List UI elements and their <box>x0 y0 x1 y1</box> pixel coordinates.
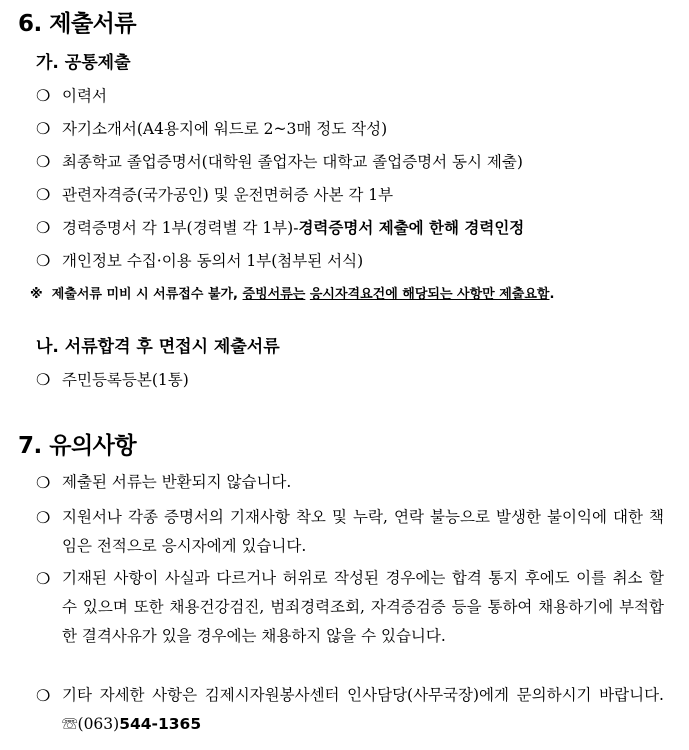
list-item <box>36 117 673 141</box>
submission-note <box>30 284 673 306</box>
notice-text: 기재된 사항이 사실과 다르거나 허위로 작성된 경우에는 합격 통지 후에도 이를 취소 할 수 있으며 또한 채용건강검진, 범죄경력조회, 자격증검증 등을 통하여 채용하기에 부적합한 결격사유가 있을 경우에는 채용하지 않을 수 있습니다. <box>62 569 664 645</box>
bullet-circle-icon: ❍ <box>36 218 51 237</box>
list-item <box>36 183 673 207</box>
notice-text: 제출된 서류는 반환되지 않습니다. <box>62 473 292 491</box>
bullet-circle-icon: ❍ <box>36 508 51 527</box>
list-item <box>36 249 673 273</box>
phone-number: 544-1365 <box>119 715 202 733</box>
note-text: 제출서류 미비 시 서류접수 불가, <box>51 287 243 302</box>
note-end: . <box>549 287 555 302</box>
notice-text: 지원서나 각종 증명서의 기재사항 착오 및 누락, 연락 불능으로 발생한 불이익에 대한 책임은 전적으로 응시자에게 있습니다. <box>62 508 664 555</box>
section-7-title: 7. 유의사항 <box>18 433 137 459</box>
common-heading: 가. 공통제출 <box>36 53 131 73</box>
item-text: 최종학교 졸업증명서(대학원 졸업자는 대학교 졸업증명서 동시 제출) <box>62 153 523 171</box>
contact-item <box>36 681 664 739</box>
item-text: 이력서 <box>62 87 107 105</box>
phone-area-code: (063) <box>77 715 120 733</box>
bullet-circle-icon: ❍ <box>36 86 51 105</box>
phone-icon: ☏ <box>62 715 78 733</box>
item-text: 관련자격증(국가공인) 및 운전면허증 사본 각 1부 <box>62 186 394 204</box>
item-text: 경력증명서 각 1부(경력별 각 1부)- <box>62 219 299 237</box>
item-text: 자기소개서(A4용지에 워드로 2~3매 정도 작성) <box>62 120 388 138</box>
notice-item <box>36 503 664 561</box>
list-item <box>36 150 673 174</box>
note-underlined-2: 응시자격요건에 해당되는 사항만 제출요함 <box>309 287 550 302</box>
note-underlined-1: 증빙서류는 <box>242 287 306 302</box>
list-item <box>36 368 673 392</box>
bullet-circle-icon: ❍ <box>36 569 51 588</box>
bullet-circle-icon: ❍ <box>36 251 51 270</box>
bullet-circle-icon: ❍ <box>36 185 51 204</box>
bullet-circle-icon: ❍ <box>36 686 51 705</box>
contact-text: 기타 자세한 사항은 김제시자원봉사센터 인사담당(사무국장)에게 문의하시기 바랍니다. <box>62 686 664 704</box>
list-item <box>36 84 673 108</box>
notice-item <box>36 468 664 497</box>
career-recognition-text: 경력증명서 제출에 한해 경력인정 <box>298 219 525 237</box>
after-pass-heading: 나. 서류합격 후 면접시 제출서류 <box>36 337 280 357</box>
bullet-circle-icon: ❍ <box>36 473 51 492</box>
bullet-circle-icon: ❍ <box>36 152 51 171</box>
list-item-career <box>36 216 673 240</box>
note-mark: ※ <box>30 287 43 302</box>
notice-item <box>36 564 664 651</box>
item-text: 주민등록등본(1통) <box>62 371 189 389</box>
contact-block <box>36 681 664 739</box>
item-text: 개인정보 수집·이용 동의서 1부(첨부된 서식) <box>62 252 364 270</box>
section-6-title: 6. 제출서류 <box>18 11 137 37</box>
bullet-circle-icon: ❍ <box>36 119 51 138</box>
bullet-circle-icon: ❍ <box>36 370 51 389</box>
